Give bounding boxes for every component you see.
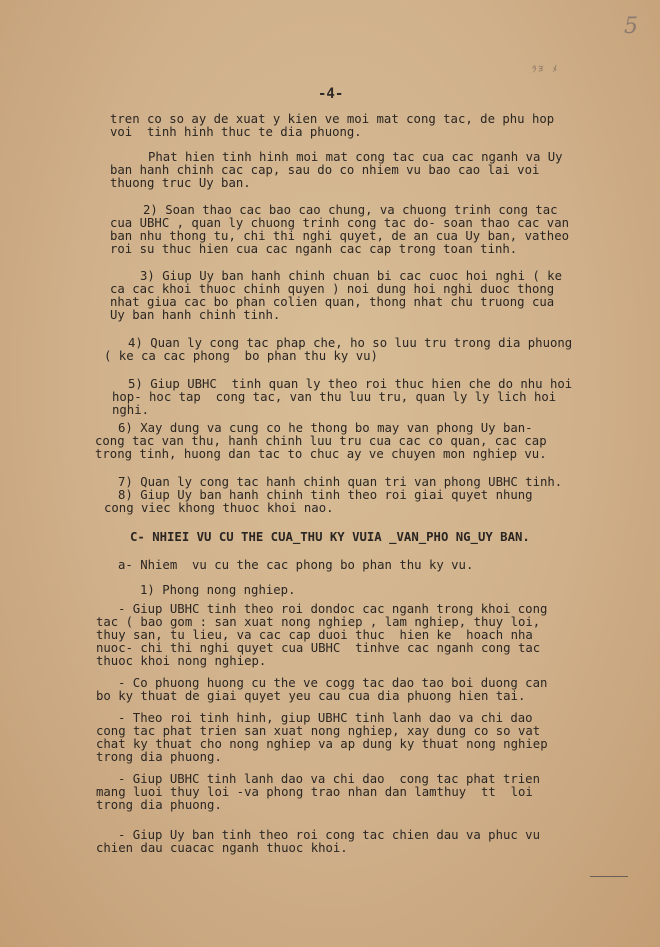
text-line: mang luoi thuy loi -va phong trao nhan dan lamthuy tt loi: [96, 785, 533, 799]
text-line: thuoc khoi nong nghiep.: [96, 654, 267, 668]
page-label: -4-: [318, 86, 344, 102]
text-line: trong tinh, huong dan tac to chuc ay ve chuyen mon nghiep vu.: [95, 447, 547, 461]
text-line: Uy ban hanh chinh tinh.: [110, 308, 281, 322]
text-line: cong viec khong thuoc khoi nao.: [104, 501, 334, 515]
text-line: cua UBHC , quan ly chuong trinh cong tac do- soan thao cac van: [110, 216, 570, 230]
text-line: 5) Giup UBHC tinh quan ly theo roi thuc hien che do nhu hoi: [128, 377, 573, 391]
text-line: 2) Soan thao cac bao cao chung, va chuong trinh cong tac: [143, 203, 558, 217]
text-line: - Giup UBHC tinh lanh dao va chi dao cong tac phat trien: [118, 772, 540, 786]
text-line: 7) Quan ly cong tac hanh chinh quan tri van phong UBHC tinh.: [118, 475, 563, 489]
text-line: - Giup Uy ban tinh theo roi cong tac chien dau va phuc vu: [118, 828, 540, 842]
text-line: nhat giua cac bo phan colien quan, thong nhat chu truong cua: [110, 295, 555, 309]
text-line: - Theo roi tinh hinh, giup UBHC tinh lanh dao va chi dao: [118, 711, 533, 725]
text-line: chien dau cuacac nganh thuoc khoi.: [96, 841, 348, 855]
text-line: nuoc- chi thi nghi quyet cua UBHC tinhve cac nganh cong tac: [96, 641, 541, 655]
text-line: roi su thuc hien cua cac nganh cac cap trong toan tinh.: [110, 242, 518, 256]
text-line: 6) Xay dung va cung co he thong bo may van phong Uy ban-: [118, 421, 533, 435]
text-line: Phat hien tinh hinh moi mat cong tac cua cac nganh va Uy: [148, 150, 563, 164]
text-line: 8) Giup Uy ban hanh chinh tinh theo roi giai quyet nhung: [118, 488, 533, 502]
text-line: cong tac phat trien san xuat nong nghiep, xay dung co so vat: [96, 724, 541, 738]
subsection-heading: a- Nhiem vu cu the cac phong bo phan thu ky vu.: [118, 558, 474, 572]
text-line: hop- hoc tap cong tac, van thu luu tru, quan ly ly lich hoi: [112, 390, 557, 404]
text-line: ban nhu thong tu, chi thi nghi quyet, de an cua Uy ban, vatheo: [110, 229, 570, 243]
text-line: thuy san, tu lieu, va cac cap duoi thuc hien ke hoach nha: [96, 628, 533, 642]
section-heading: C- NHIEI VU CU THE CUA_THU KY VUIA _VAN_PHO NG_UY BAN.: [130, 530, 530, 544]
text-line: 3) Giup Uy ban hanh chinh chuan bi cac cuoc hoi nghi ( ke: [140, 269, 562, 283]
corner-page-number: 5: [624, 14, 638, 39]
text-line: cong tac van thu, hanh chinh luu tru cua cac co quan, cac cap: [95, 434, 547, 448]
text-line: nghi.: [112, 403, 150, 417]
text-line: - Co phuong huong cu the ve cogg tac dao tao boi duong can: [118, 676, 548, 690]
text-line: 4) Quan ly cong tac phap che, ho so luu tru trong dia phuong: [128, 336, 573, 350]
subsection-heading: 1) Phong nong nghiep.: [140, 583, 296, 597]
text-line: trong dia phuong.: [96, 798, 222, 812]
text-line: ca cac khoi thuoc chinh quyen ) noi dung hoi nghi duoc thong: [110, 282, 555, 296]
top-marks: ﾗﾖ ﾒ: [532, 65, 559, 75]
text-line: thuong truc Uy ban.: [110, 176, 251, 190]
text-line: trong dia phuong.: [96, 750, 222, 764]
text-line: ban hanh chinh cac cap, sau do co nhiem vu bao cao lai voi: [110, 163, 540, 177]
text-line: bo ky thuat de giai quyet yeu cau cua dia phuong hien tai.: [96, 689, 526, 703]
text-line: tren co so ay de xuat y kien ve moi mat cong tac, de phu hop: [110, 112, 555, 126]
text-line: voi tinh hinh thuc te dia phuong.: [110, 125, 362, 139]
text-line: - Giup UBHC tinh theo roi dondoc cac nganh trong khoi cong: [118, 602, 548, 616]
text-line: ( ke ca cac phong bo phan thu ky vu): [104, 349, 378, 363]
text-line: chat ky thuat cho nong nghiep va ap dung ky thuat nong nghiep: [96, 737, 548, 751]
text-line: tac ( bao gom : san xuat nong nghiep , lam nghiep, thuy loi,: [96, 615, 541, 629]
footer-rule: [590, 876, 628, 877]
